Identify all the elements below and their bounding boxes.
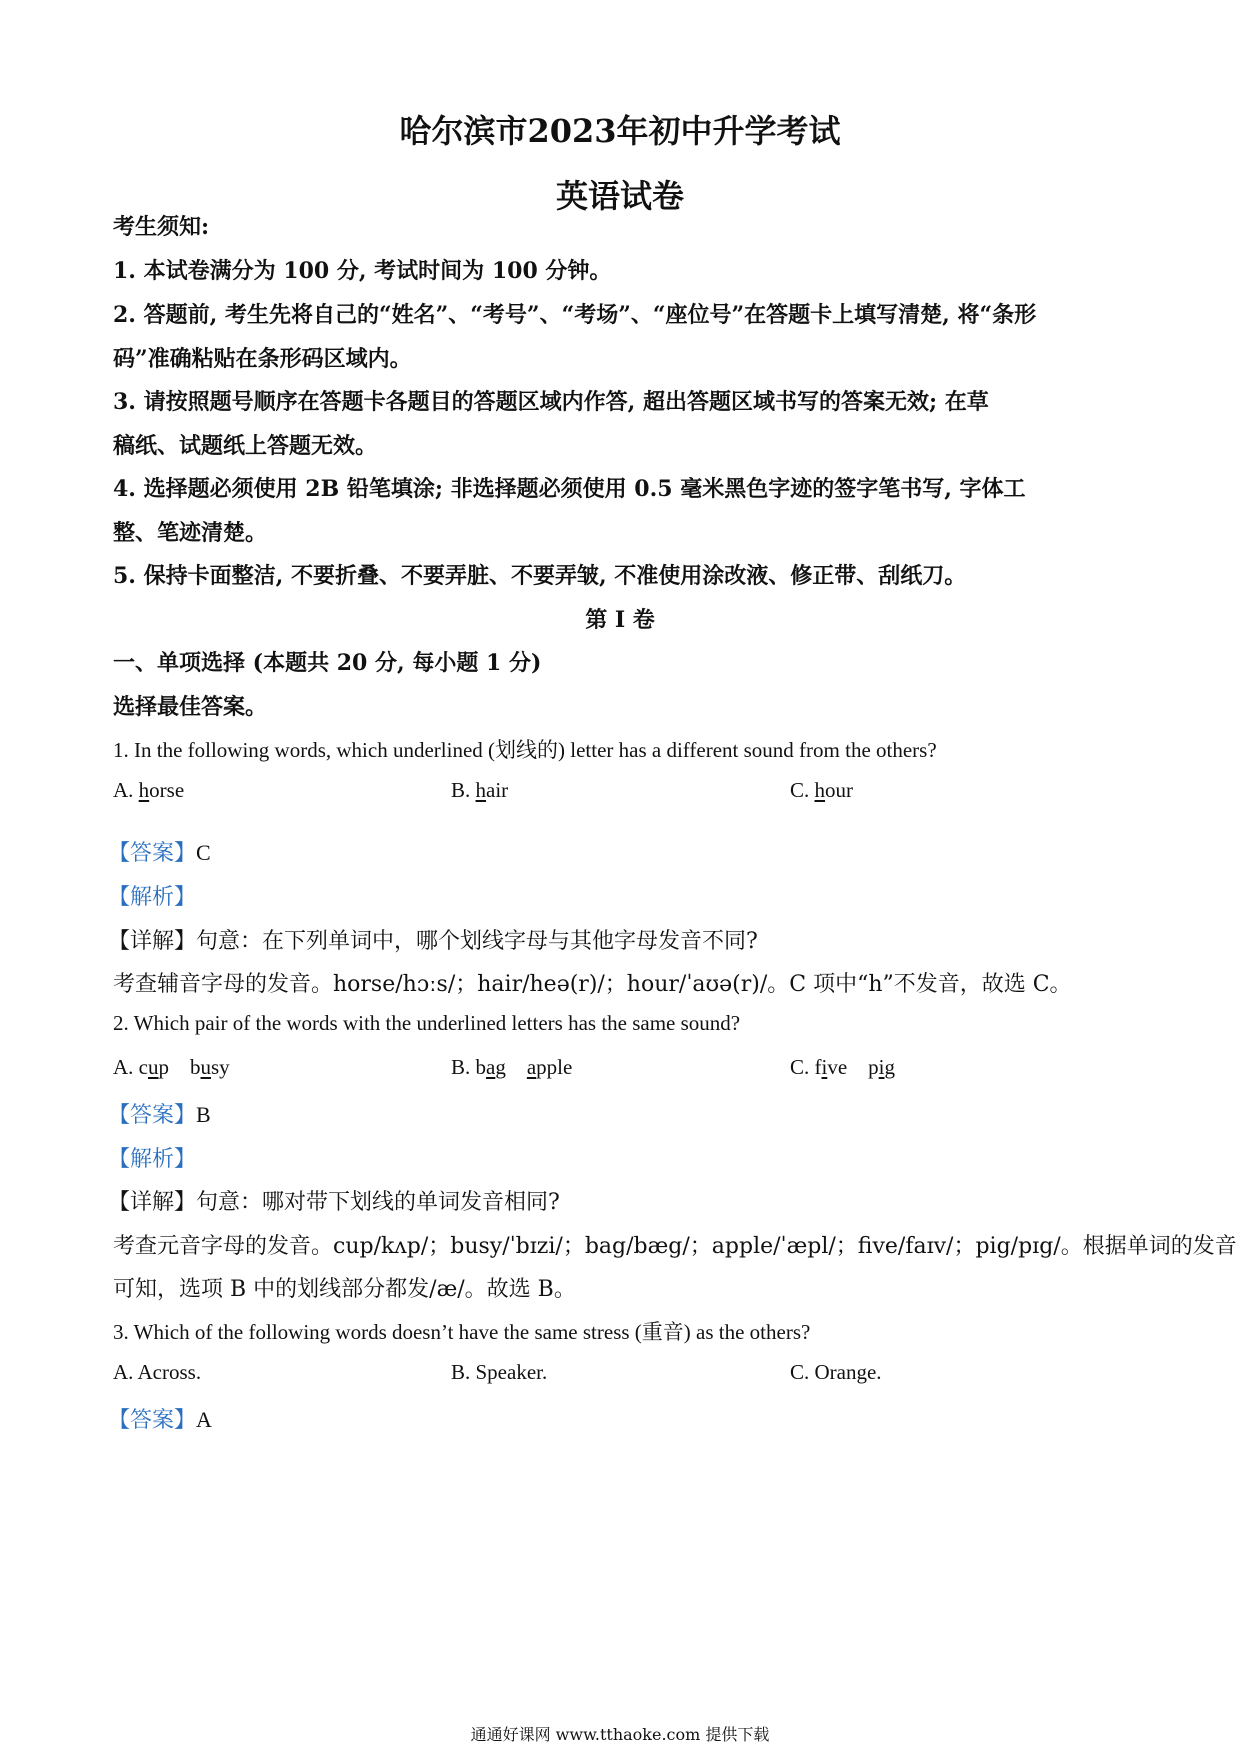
notice-item-4-cont: 整、笔迹清楚。 (113, 520, 268, 546)
notice-item-4: 4. 选择题必须使用 2B 铅笔填涂; 非选择题必须使用 0.5 毫米黑色字迹的签字笔书写, 字体工 (113, 476, 1026, 502)
notice-item-3-cont: 稿纸、试题纸上答题无效。 (113, 433, 378, 459)
page-footer: 通通好课网 www.tthaoke.com 提供下载 (470, 1725, 770, 1744)
exam-subtitle: 英语试卷 (555, 177, 684, 215)
q1-option-a: A. horse (113, 778, 185, 802)
q2-answer: 【答案】B (108, 1102, 211, 1128)
q3-option-b: B. Speaker. (451, 1360, 548, 1384)
notice-item-1: 1. 本试卷满分为 100 分, 考试时间为 100 分钟。 (113, 258, 612, 284)
q1-text: 1. In the following words, which underlined (划线的) letter has a different sound from the others? (113, 738, 937, 762)
q2-detail: 【详解】句意：哪对带下划线的单词发音相同? (108, 1190, 560, 1215)
notice-heading: 考生须知: (113, 214, 210, 240)
q2-analysis-label: 【解析】 (108, 1147, 197, 1172)
q3-text: 3. Which of the following words doesn’t have the same stress (重音) as the others? (113, 1320, 811, 1344)
notice-item-5: 5. 保持卡面整洁, 不要折叠、不要弄脏、不要弄皱, 不准使用涂改液、修正带、刮纸刀。 (113, 563, 967, 589)
notice-item-3: 3. 请按照题号顺序在答题卡各题目的答题区域内作答, 超出答题区域书写的答案无效; 在草 (113, 389, 989, 415)
exam-title: 哈尔滨市2023年初中升学考试 (399, 112, 841, 150)
q1-analysis-label: 【解析】 (108, 885, 197, 910)
notice-item-2: 2. 答题前, 考生先将自己的“姓名”、“考号”、“考场”、“座位号”在答题卡上填写清楚, 将“条形 (113, 302, 1037, 328)
q2-option-c: C. five pig (790, 1055, 896, 1079)
q1-detail: 【详解】句意：在下列单词中，哪个划线字母与其他字母发音不同? (108, 929, 758, 954)
q2-explanation-cont: 可知，选项 B 中的划线部分都发/æ/。故选 B。 (113, 1277, 576, 1302)
q2-explanation: 考查元音字母的发音。cup/kʌp/；busy/ˈbɪzi/；bag/bæg/；apple/ˈæpl/；five/faɪv/；pig/pɪg/。根据单词的发音 (113, 1234, 1237, 1259)
q3-option-a: A. Across. (113, 1360, 202, 1384)
q1-option-b: B. hair (451, 778, 509, 802)
q1-answer: 【答案】C (108, 840, 211, 866)
notice-item-2-cont: 码”准确粘贴在条形码区域内。 (113, 346, 412, 372)
q2-option-a: A. cup busy (113, 1055, 230, 1079)
part1-instruction: 选择最佳答案。 (113, 694, 268, 720)
q2-text: 2. Which pair of the words with the underlined letters has the same sound? (113, 1011, 741, 1035)
q1-option-c: C. hour (790, 778, 854, 802)
section-title: 第 I 卷 (585, 607, 655, 633)
q3-option-c: C. Orange. (790, 1360, 882, 1384)
q1-explanation: 考查辅音字母的发音。horse/hɔːs/；hair/heə(r)/；hour/ˈaʊə(r)/。C 项中“h”不发音，故选 C。 (113, 972, 1072, 997)
q2-option-b: B. bag apple (451, 1055, 573, 1079)
part1-heading: 一、单项选择 (本题共 20 分, 每小题 1 分) (113, 650, 542, 676)
q3-answer: 【答案】A (108, 1407, 212, 1433)
